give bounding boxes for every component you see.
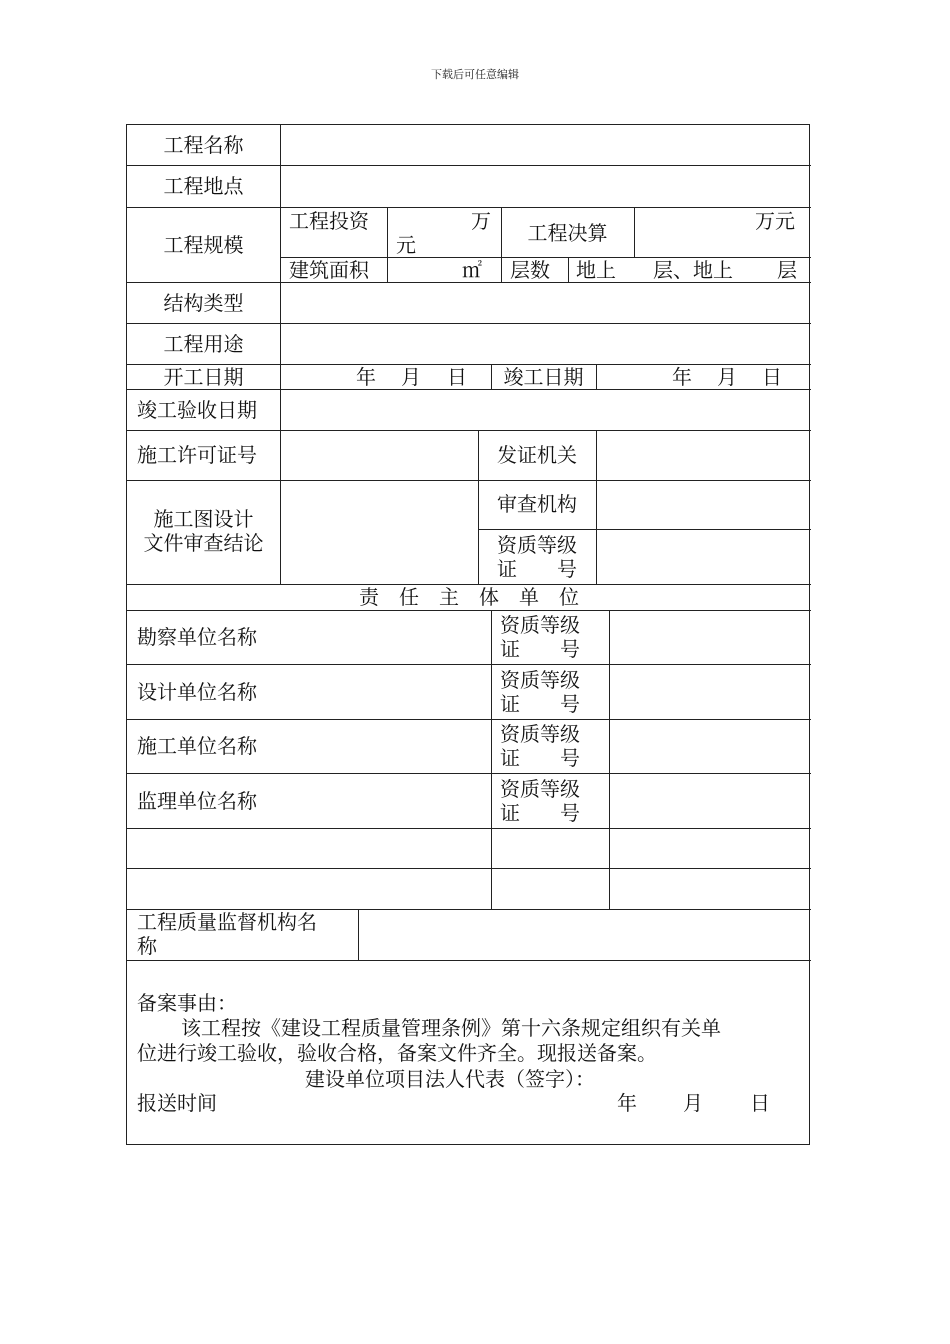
filing-body-line1: 该工程按《建设工程质量管理条例》第十六条规定组织有关单 [181, 1016, 721, 1040]
construction-qualification-line2: 证 号 [500, 746, 580, 770]
investment-unit-yuan: 元 [396, 233, 416, 257]
completion-date-day: 日 [762, 365, 782, 389]
structure-type-field[interactable] [281, 283, 810, 322]
completion-date-month: 月 [717, 365, 737, 389]
investment-label: 工程投资 [289, 209, 369, 233]
floors-end-label: 层 [777, 258, 797, 282]
legal-representative-signature-label: 建设单位项目法人代表（签字）： [305, 1067, 595, 1091]
project-name-field[interactable] [281, 126, 810, 164]
permit-number-field[interactable] [281, 431, 477, 479]
design-qualification-line2: 证 号 [500, 692, 580, 716]
completion-date-year: 年 [672, 365, 692, 389]
floors-label: 层数 [510, 258, 550, 282]
design-unit-label: 设计单位名称 [137, 680, 257, 704]
submit-time-label: 报送时间 [137, 1091, 217, 1115]
responsible-parties-title: 责 任 主 体 单 位 [359, 585, 579, 609]
structure-type-label: 结构类型 [163, 291, 244, 315]
completion-date-label: 竣工日期 [503, 365, 584, 389]
project-usage-field[interactable] [281, 324, 810, 363]
quality-agency-field[interactable] [359, 910, 810, 959]
project-usage-label: 工程用途 [163, 332, 244, 356]
header-note: 下载后可任意编辑 [431, 68, 519, 81]
floors-above-label: 地上 [576, 258, 616, 282]
review-org-label: 审查机构 [497, 492, 577, 516]
issuing-authority-label: 发证机关 [497, 443, 577, 467]
issuing-authority-field[interactable] [597, 431, 810, 479]
supervision-qualification-field[interactable] [610, 774, 810, 827]
floor-area-unit: ㎡ [462, 258, 482, 282]
construction-qualification-line1: 资质等级 [500, 722, 580, 746]
extra-row-1[interactable] [128, 829, 810, 867]
review-org-field[interactable] [597, 481, 810, 528]
drawing-review-label-line2: 文件审查结论 [143, 531, 264, 555]
acceptance-date-label: 竣工验收日期 [137, 398, 257, 422]
submit-time-day: 日 [750, 1091, 770, 1115]
start-date-month: 月 [401, 365, 421, 389]
filing-reason-label: 备案事由： [137, 991, 237, 1015]
filing-body-line2: 位进行竣工验收，验收合格，备案文件齐全。现报送备案。 [137, 1041, 657, 1065]
project-scale-label: 工程规模 [163, 233, 244, 257]
drawing-review-label-line1: 施工图设计 [153, 507, 254, 531]
supervision-qualification-line2: 证 号 [500, 801, 580, 825]
review-qualification-field[interactable] [597, 530, 810, 583]
project-location-label: 工程地点 [163, 174, 244, 198]
supervision-unit-label: 监理单位名称 [137, 789, 257, 813]
final-account-unit: 万元 [755, 209, 795, 233]
floor-area-label: 建筑面积 [289, 258, 369, 282]
design-qualification-line1: 资质等级 [500, 668, 580, 692]
supervision-qualification-line1: 资质等级 [500, 777, 580, 801]
filing-form-table [126, 124, 810, 1145]
construction-qualification-field[interactable] [610, 720, 810, 772]
extra-row-2[interactable] [128, 869, 810, 908]
start-date-label: 开工日期 [163, 365, 244, 389]
construction-unit-label: 施工单位名称 [137, 734, 257, 758]
quality-agency-label-line2: 称 [137, 934, 157, 958]
drawing-review-conclusion-field[interactable] [281, 481, 477, 583]
submit-time-year: 年 [617, 1091, 637, 1115]
survey-qualification-line2: 证 号 [500, 637, 580, 661]
design-qualification-field[interactable] [610, 665, 810, 718]
project-name-label: 工程名称 [163, 133, 244, 157]
investment-unit-wan: 万 [471, 209, 491, 233]
submit-time-month: 月 [683, 1091, 703, 1115]
project-location-field[interactable] [281, 166, 810, 206]
survey-qualification-field[interactable] [610, 611, 810, 663]
final-account-label: 工程决算 [527, 221, 608, 245]
survey-qualification-line1: 资质等级 [500, 613, 580, 637]
floors-mid-label: 层、地上 [653, 258, 733, 282]
quality-agency-label-line1: 工程质量监督机构名 [137, 910, 317, 934]
review-qualification-line2: 证 号 [497, 557, 577, 581]
start-date-year: 年 [356, 365, 376, 389]
survey-unit-label: 勘察单位名称 [137, 625, 257, 649]
acceptance-date-field[interactable] [281, 390, 810, 429]
start-date-day: 日 [447, 365, 467, 389]
permit-number-label: 施工许可证号 [137, 443, 257, 467]
review-qualification-line1: 资质等级 [497, 533, 577, 557]
